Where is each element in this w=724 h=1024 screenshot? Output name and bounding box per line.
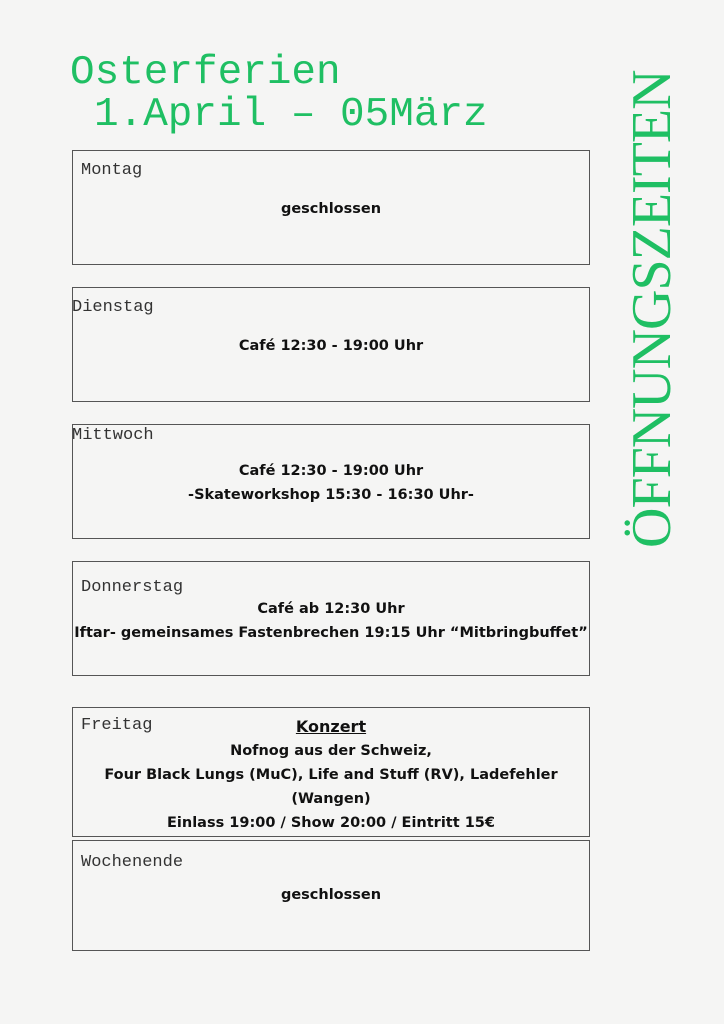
- day-box-donnerstag: [72, 561, 590, 676]
- day-label-wochenende: Wochenende: [81, 853, 184, 872]
- dienstag-line-1: Café 12:30 - 19:00 Uhr: [238, 338, 424, 354]
- freitag-line-3: (Wangen): [291, 791, 371, 807]
- day-label-dienstag: Dienstag: [72, 298, 154, 317]
- freitag-heading: Konzert: [295, 717, 367, 736]
- day-label-donnerstag: Donnerstag: [81, 578, 184, 597]
- day-content-montag: [73, 197, 589, 221]
- day-box-montag: [72, 150, 590, 265]
- donnerstag-line-2: Iftar- gemeinsames Fastenbrechen 19:15 Uhr “Mitbringbuffet”: [74, 625, 588, 641]
- wochenende-line-1: geschlossen: [280, 887, 382, 903]
- day-label-mittwoch: Mittwoch: [72, 426, 154, 445]
- day-box-mittwoch: [72, 424, 590, 539]
- day-content-donnerstag: [73, 597, 589, 645]
- day-box-freitag: [72, 707, 590, 837]
- freitag-line-4: Einlass 19:00 / Show 20:00 / Eintritt 15€: [167, 815, 495, 831]
- donnerstag-line-1: Café ab 12:30 Uhr: [257, 601, 405, 617]
- day-label-montag: Montag: [81, 161, 143, 180]
- freitag-line-1: Nofnog aus der Schweiz,: [230, 743, 432, 759]
- title-line-2: 1.April – 05März: [94, 92, 488, 138]
- day-content-freitag: [73, 715, 589, 835]
- day-box-dienstag: [72, 287, 590, 402]
- page-title: [70, 52, 488, 136]
- montag-line-1: geschlossen: [280, 201, 382, 217]
- day-content-mittwoch: [73, 459, 589, 507]
- mittwoch-line-2: -Skateworkshop 15:30 - 16:30 Uhr-: [188, 487, 474, 503]
- title-line-1: Osterferien: [70, 50, 341, 96]
- freitag-line-2: Four Black Lungs (MuC), Life and Stuff (RV), Ladefehler: [104, 767, 558, 783]
- day-label-freitag: Freitag: [81, 716, 153, 735]
- mittwoch-line-1: Café 12:30 - 19:00 Uhr: [238, 463, 424, 479]
- day-content-wochenende: [73, 883, 589, 907]
- day-box-wochenende: [72, 840, 590, 951]
- vertical-heading: ÖFFNUNGSZEITEN: [621, 70, 683, 548]
- day-content-dienstag: [73, 334, 589, 358]
